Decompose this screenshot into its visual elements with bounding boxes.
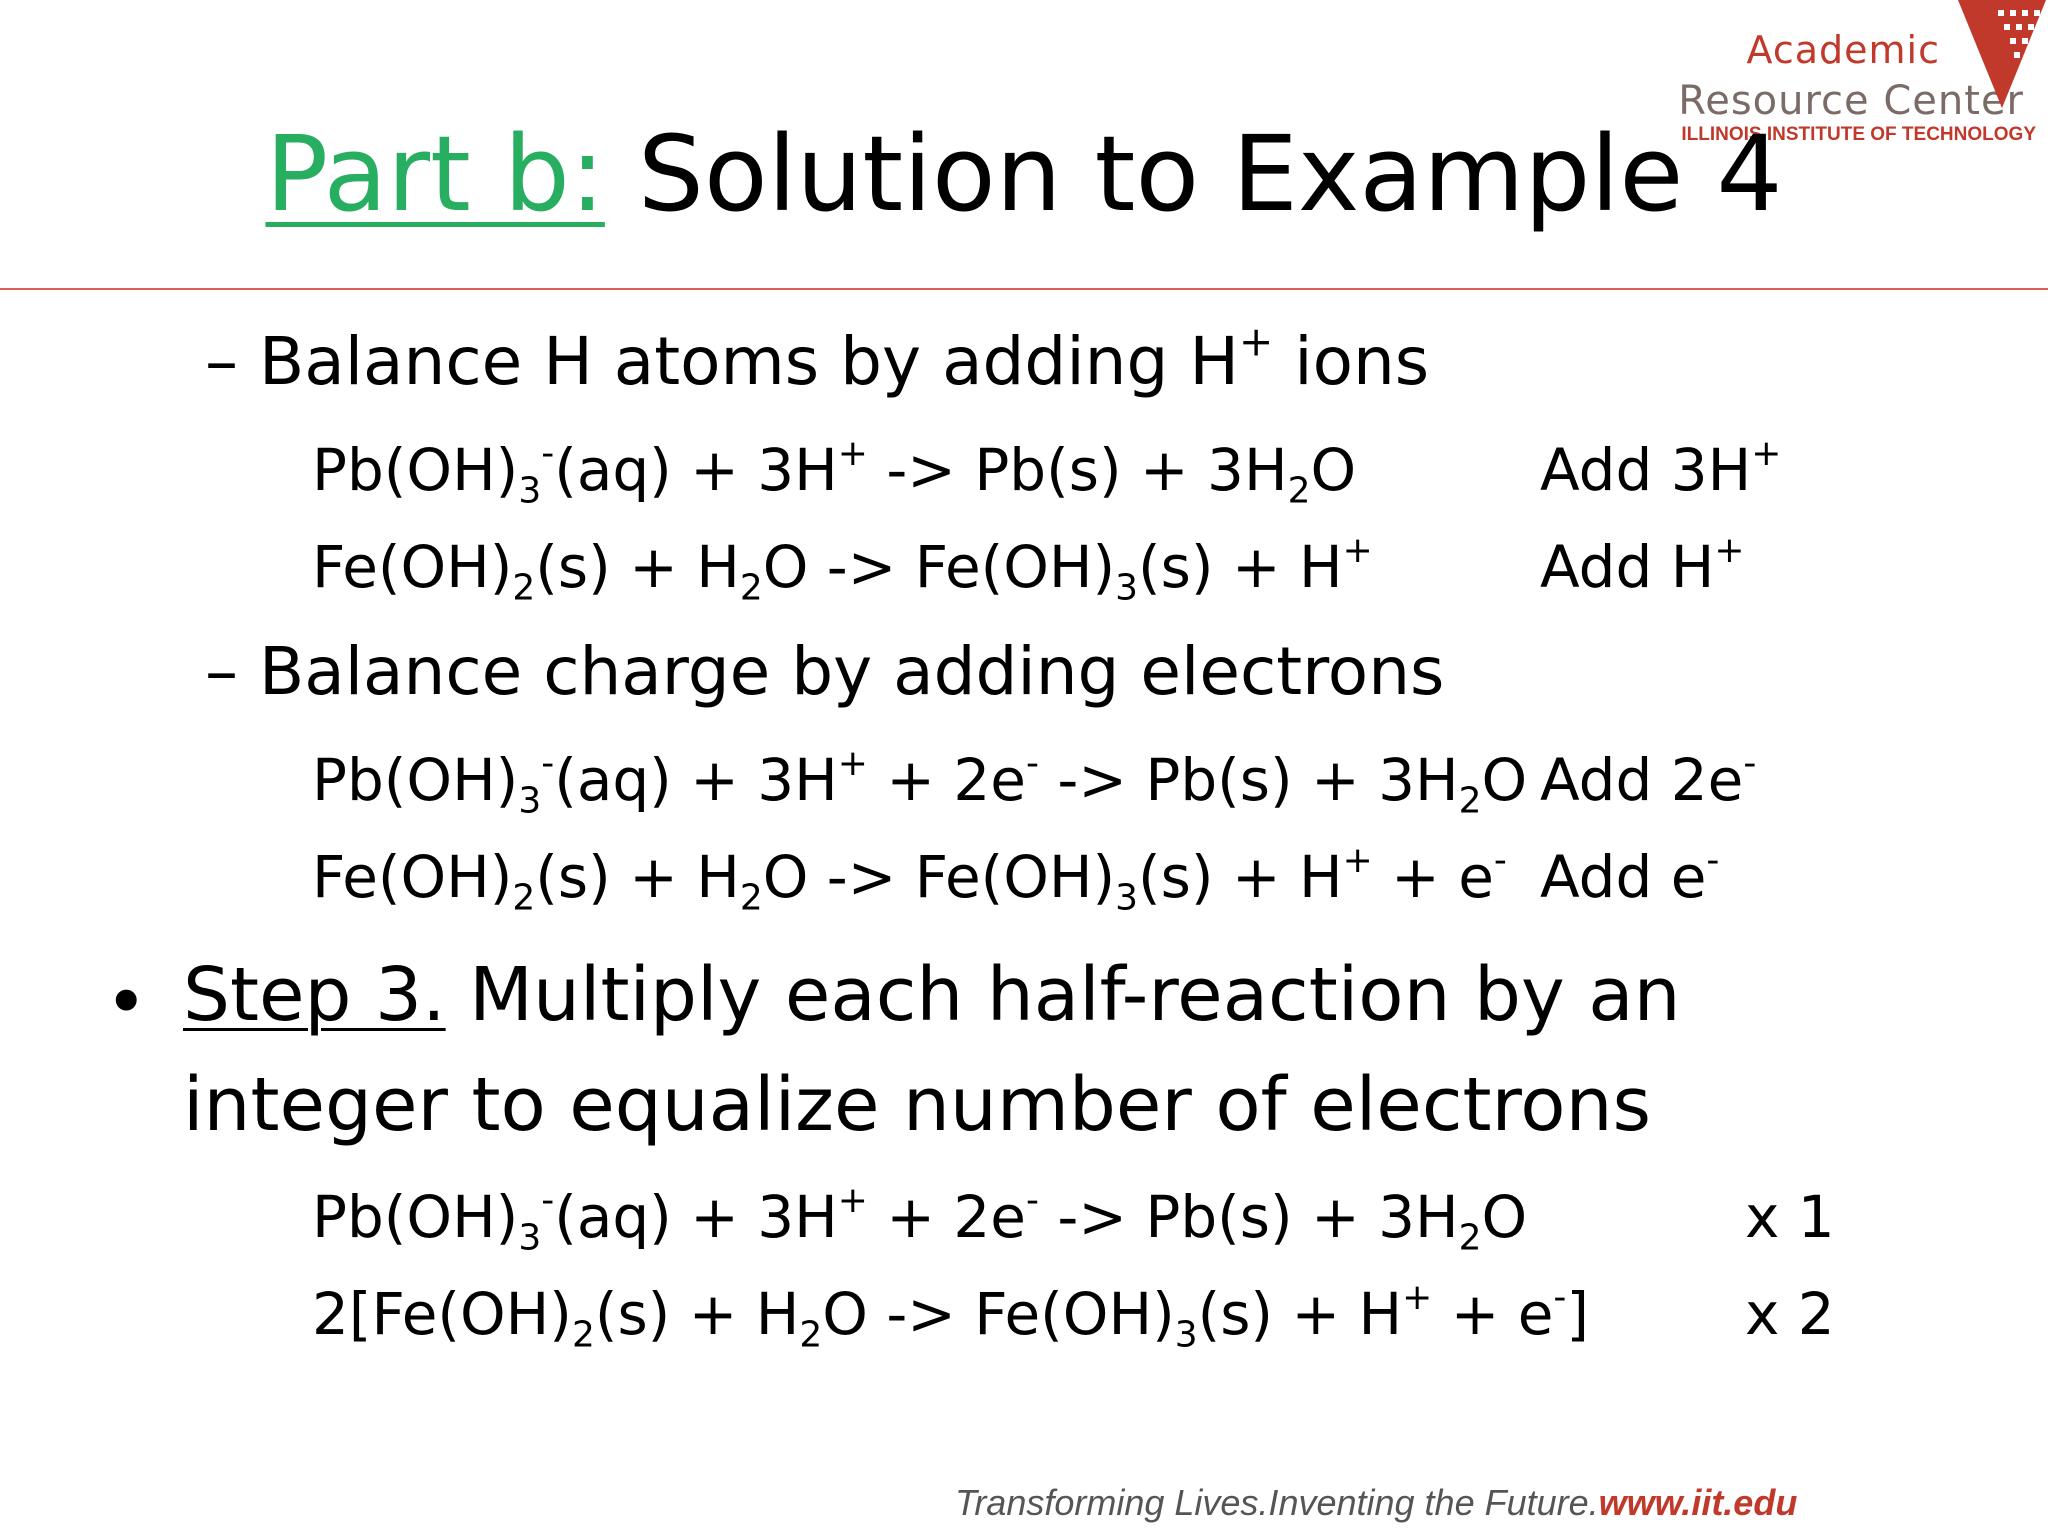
dash-marker: –	[205, 323, 238, 400]
step3-line-2: integer to equalize number of electrons	[183, 1062, 1652, 1148]
s2-note-1: Add 2e-	[1540, 742, 1757, 814]
title-text: Solution to Example 4	[604, 113, 1783, 235]
title-part-label: Part b:	[265, 113, 605, 235]
section2-heading	[205, 633, 1444, 710]
footer-text: Transforming Lives.Inventing the Future.	[955, 1482, 1599, 1523]
footer-url-link[interactable]: www.iit.edu	[1598, 1482, 1798, 1523]
s1-equation-1: $Pb(OH)_3^-(aq) + 3H^+ -> Pb(s) + 3H_2O$	[312, 432, 1357, 512]
footer-tagline	[955, 1482, 1797, 1524]
logo-triangle-icon	[1938, 0, 2048, 110]
step3-label: Step 3.	[183, 952, 446, 1038]
slide-title	[0, 112, 2048, 237]
s3-equation-2: $2[Fe(OH)_2(s) + H_2O -> Fe(OH)_3(s) + H^+ + e^-]$	[312, 1276, 1590, 1356]
bullet-marker: •	[105, 960, 148, 1044]
section1-heading-sup: +	[1239, 317, 1274, 366]
logo-line-academic: Academic	[1746, 28, 1940, 72]
s1-equation-2: $Fe(OH)_2(s) + H_2O -> Fe(OH)_3(s) + H^+$	[312, 529, 1373, 609]
s2-equation-1: $Pb(OH)_3^-(aq) + 3H^+ + 2e^- -> Pb(s) + 3H_2O$	[312, 742, 1528, 822]
step3-line-1	[183, 952, 1681, 1038]
logo-line-resource-center: Resource Center	[1678, 78, 2024, 124]
section1-heading	[205, 317, 1430, 400]
dash-marker: –	[205, 633, 238, 710]
section1-heading-tail: ions	[1273, 323, 1430, 400]
s2-equation-2: $Fe(OH)_2(s) + H_2O -> Fe(OH)_3(s) + H^+ + e^-$	[312, 839, 1507, 919]
s2-note-2: Add e-	[1540, 839, 1720, 911]
section2-heading-text: Balance charge by adding electrons	[258, 633, 1445, 710]
logo-line-iit: ILLINOIS INSTITUTE OF TECHNOLOGY	[1681, 124, 2036, 145]
s1-note-2: Add H+	[1540, 529, 1745, 601]
title-divider	[0, 288, 2048, 290]
s3-multiplier-2: x 2	[1745, 1280, 1835, 1348]
s3-multiplier-1: x 1	[1745, 1183, 1835, 1251]
s3-equation-1: $Pb(OH)_3^-(aq) + 3H^+ + 2e^- -> Pb(s) + 3H_2O$	[312, 1179, 1528, 1259]
step3-text-1: Multiply each half-reaction by an	[445, 952, 1681, 1038]
section1-heading-text: Balance H atoms by adding H	[258, 323, 1239, 400]
s1-note-1: Add 3H+	[1540, 432, 1782, 504]
